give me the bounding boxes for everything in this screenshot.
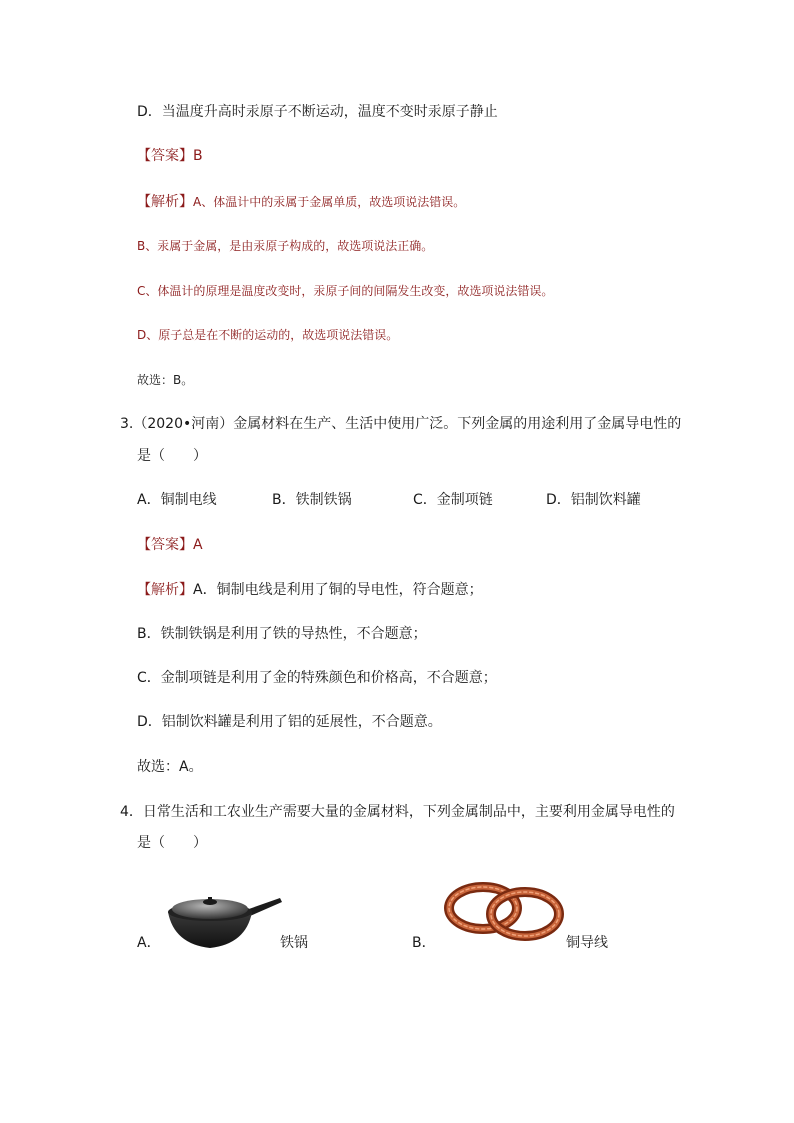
answer-value: B <box>193 148 203 164</box>
answer-tag: 【答案】 <box>137 148 193 164</box>
q3-analysis-line-2: B．铁制铁锅是利用了铁的导热性，不合题意； <box>137 626 427 642</box>
analysis-text: A．铜制电线是利用了铜的导电性，符合题意； <box>193 582 483 598</box>
q2-conclusion: 故选：B。 <box>137 373 194 387</box>
q2-answer <box>137 146 203 166</box>
copper-wire-coil-icon <box>443 878 565 948</box>
analysis-text: A、体温计中的汞属于金属单质，故选项说法错误。 <box>193 195 466 209</box>
analysis-tag: 【解析】 <box>137 194 193 210</box>
q3-answer <box>137 535 203 555</box>
q3-conclusion: 故选：A。 <box>137 759 203 775</box>
q4-stem-line-2: 是（ ） <box>137 835 207 851</box>
q2-analysis-line-4: D、原子总是在不断的运动的，故选项说法错误。 <box>137 328 399 342</box>
wok-pan-icon <box>164 888 284 956</box>
q2-analysis-line-1 <box>137 192 465 212</box>
q3-stem-line-1: 3.（2020•河南）金属材料在生产、生活中使用广泛。下列金属的用途利用了金属导电性的 <box>120 416 682 432</box>
q4-option-a-letter: A． <box>137 935 161 951</box>
q4-option-a-label: 铁锅 <box>280 935 308 951</box>
q3-option-c: C．金制项链 <box>413 492 493 508</box>
q2-option-d: D．当温度升高时汞原子不断运动，温度不变时汞原子静止 <box>137 104 498 120</box>
q3-option-d: D．铝制饮料罐 <box>546 492 641 508</box>
q3-analysis-line-1 <box>137 580 483 600</box>
answer-tag: 【答案】 <box>137 537 193 553</box>
q2-analysis-line-2: B、汞属于金属，是由汞原子构成的，故选项说法正确。 <box>137 239 434 253</box>
q3-option-a: A．铜制电线 <box>137 492 217 508</box>
q3-stem-line-2: 是（ ） <box>137 448 207 464</box>
analysis-tag: 【解析】 <box>137 582 193 598</box>
q4-option-b-letter: B． <box>412 935 436 951</box>
q2-analysis-line-3: C、体温计的原理是温度改变时，汞原子间的间隔发生改变，故选项说法错误。 <box>137 284 554 298</box>
q3-analysis-line-3: C．金制项链是利用了金的特殊颜色和价格高，不合题意； <box>137 670 497 686</box>
q4-stem-line-1: 4．日常生活和工农业生产需要大量的金属材料，下列金属制品中，主要利用金属导电性的 <box>120 804 675 820</box>
q4-option-b-label: 铜导线 <box>566 935 608 951</box>
q3-option-b: B．铁制铁锅 <box>272 492 352 508</box>
answer-value: A <box>193 537 203 553</box>
q3-analysis-line-4: D．铝制饮料罐是利用了铝的延展性，不合题意。 <box>137 714 442 730</box>
